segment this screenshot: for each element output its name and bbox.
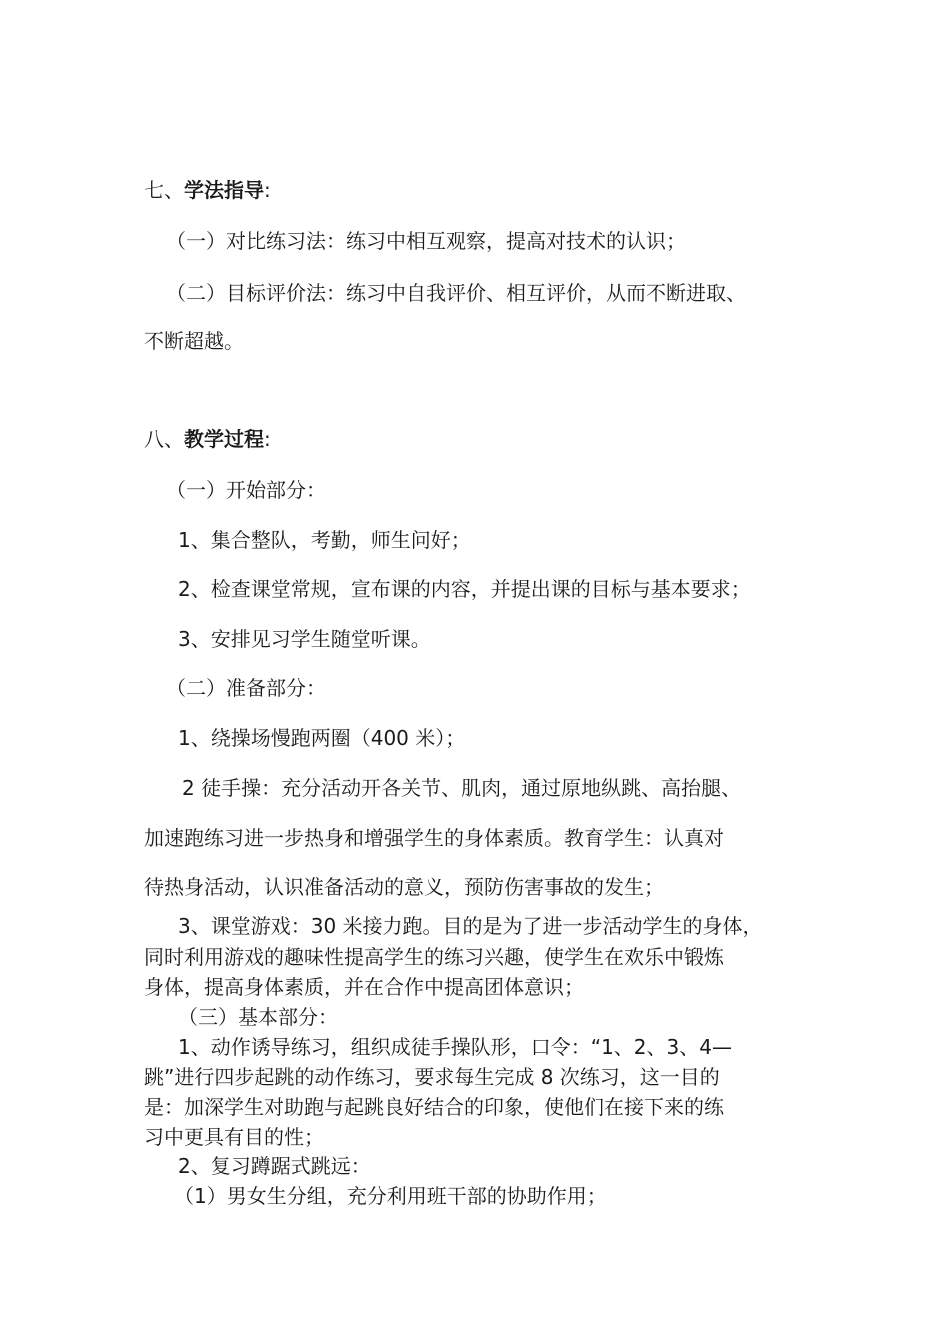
section8-colon: : [264, 427, 271, 451]
preparation-item-3-cont-1: 同时利用游戏的趣味性提高学生的练习兴趣，使学生在欢乐中锻炼 [144, 945, 724, 969]
section7-number: 七、 [144, 178, 184, 202]
opening-part-heading: （一）开始部分： [166, 478, 326, 502]
section8-title: 教学过程 [184, 427, 264, 451]
basic-item-1-cont-1: 跳”进行四步起跳的动作练习，要求每生完成 8 次练习，这一目的 [144, 1065, 720, 1089]
opening-item-3: 3、安排见习学生随堂听课。 [178, 627, 431, 651]
section8-heading [144, 425, 271, 453]
preparation-item-1: 1、绕操场慢跑两圈（400 米）； [178, 726, 466, 750]
section8-number: 八、 [144, 427, 184, 451]
section7-title: 学法指导 [184, 178, 264, 202]
basic-part-heading: （三）基本部分： [178, 1005, 338, 1029]
preparation-item-2-cont-2: 待热身活动，认识准备活动的意义，预防伤害事故的发生； [144, 875, 664, 899]
basic-item-2-sub-1: （1）男女生分组，充分利用班干部的协助作用； [174, 1184, 607, 1208]
opening-item-2: 2、检查课堂常规，宣布课的内容，并提出课的目标与基本要求； [178, 577, 751, 601]
preparation-item-2: 2 徒手操：充分活动开各关节、肌肉，通过原地纵跳、高抬腿、 [182, 776, 742, 800]
preparation-item-3: 3、课堂游戏：30 米接力跑。目的是为了进一步活动学生的身体， [178, 914, 763, 938]
section7-heading [144, 176, 271, 204]
basic-item-2: 2、复习蹲踞式跳远： [178, 1154, 371, 1178]
basic-item-1: 1、动作诱导练习，组织成徒手操队形，口令：“1、2、3、4— [178, 1035, 732, 1059]
opening-item-1: 1、集合整队，考勤，师生问好； [178, 528, 471, 552]
section7-item-2: （二）目标评价法：练习中自我评价、相互评价，从而不断进取、 [166, 281, 746, 305]
preparation-item-3-cont-2: 身体，提高身体素质，并在合作中提高团体意识； [144, 975, 584, 999]
section7-item-1: （一）对比练习法：练习中相互观察，提高对技术的认识； [166, 229, 686, 253]
section7-colon: : [264, 178, 271, 202]
basic-item-1-cont-3: 习中更具有目的性； [144, 1125, 324, 1149]
basic-item-1-cont-2: 是：加深学生对助跑与起跳良好结合的印象，使他们在接下来的练 [144, 1095, 724, 1119]
preparation-part-heading: （二）准备部分： [166, 676, 326, 700]
preparation-item-2-cont-1: 加速跑练习进一步热身和增强学生的身体素质。教育学生：认真对 [144, 826, 724, 850]
section7-item-2-cont: 不断超越。 [144, 329, 244, 353]
